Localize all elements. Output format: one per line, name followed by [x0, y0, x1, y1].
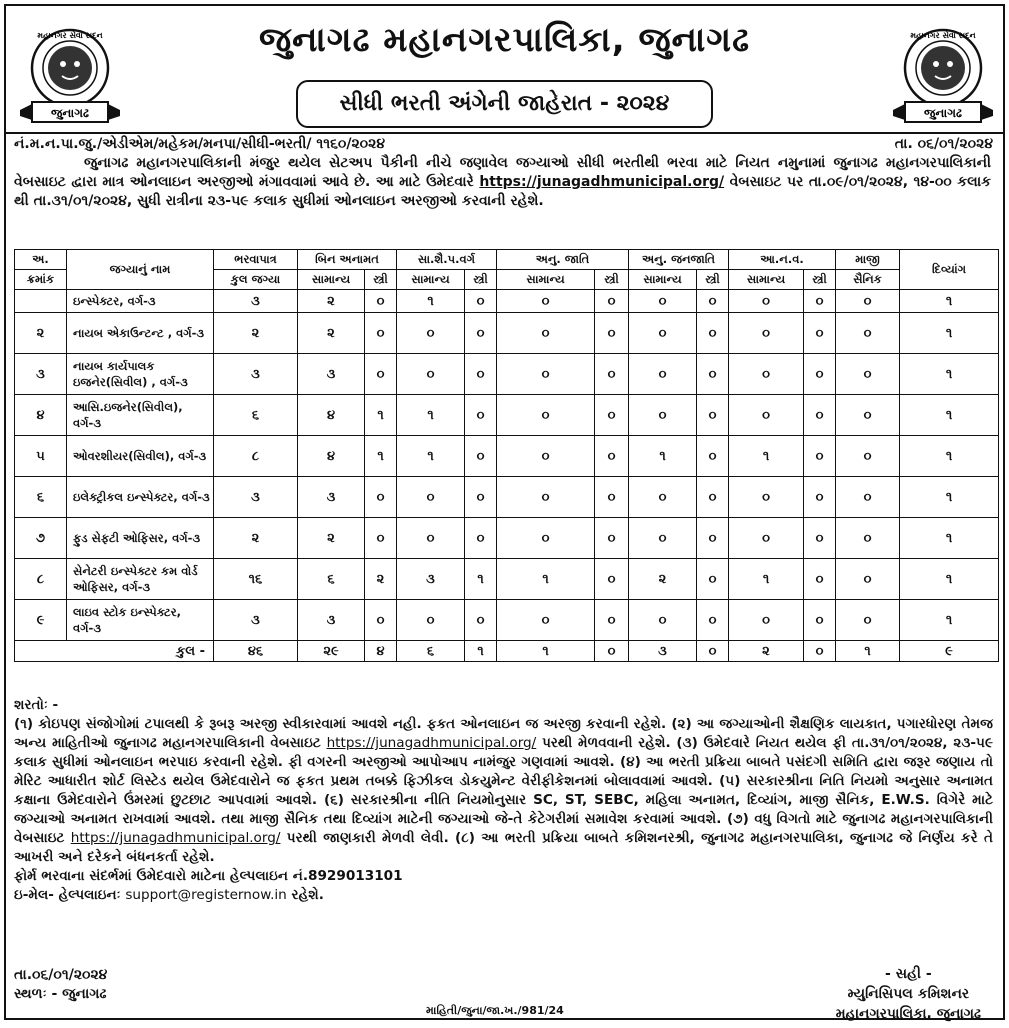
row-value: ૦ — [465, 518, 497, 559]
reference-number: નં.મ.ન.પા.જુ./એડીએમ/મહેકમ/મનપા/સીધી-ભરતી/ ૧૧૬૦/૨૦૨૪ — [14, 136, 386, 152]
row-value: ૦ — [697, 395, 729, 436]
col-sebc: સા.શૈ.પ.વર્ગ — [397, 250, 497, 270]
designation-2: મહાનગરપાલિકા, જુનાગઢ — [835, 1006, 981, 1022]
row-value: ૦ — [365, 600, 397, 641]
row-value: ૦ — [804, 313, 836, 354]
row-value: ૦ — [836, 436, 900, 477]
terms-text-3: પરથી જાણકારી મેળવી લેવી. (૮) આ ભરતી પ્રક્રિયા બાબતે કમિશનરશ્રી, જુનાગઢ મહાનગરપાલિકા, જુનાગઢ જે નિર્ણય કરે તે આખરી અને દરેકને બંધનકર્તા રહેશે. — [14, 830, 994, 865]
row-value: ૧ — [397, 290, 465, 313]
col-disabled: દિવ્યાંગ — [900, 250, 999, 290]
row-value: ૦ — [629, 518, 697, 559]
col-ews: આ.ન.વ. — [729, 250, 836, 270]
row-serial: ૮ — [15, 559, 67, 600]
row-value: ૦ — [804, 518, 836, 559]
row-value: ૦ — [804, 600, 836, 641]
table-row — [15, 395, 999, 436]
row-serial: ૨ — [15, 313, 67, 354]
row-value: ૨ — [214, 313, 298, 354]
col-serial-head: અ. — [15, 250, 67, 270]
row-value: ૩ — [397, 559, 465, 600]
row-value: ૧ — [900, 313, 999, 354]
website-link[interactable]: https://junagadhmunicipal.org/ — [479, 174, 725, 190]
row-value: ૧ — [900, 518, 999, 559]
row-value: ૦ — [497, 290, 595, 313]
col-ex-servicemen-sub: સૈનિક — [836, 270, 900, 290]
row-serial — [15, 290, 67, 313]
table-total-row — [15, 641, 999, 662]
row-value: ૨ — [298, 313, 365, 354]
col-st-general: સામાન્ય — [629, 270, 697, 290]
row-value: ૦ — [397, 518, 465, 559]
email-label: ઇ-મેલ- હેલ્પલાઇનઃ — [14, 887, 121, 903]
footer-date: તા.૦૬/૦૧/૨૦૨૪ — [14, 967, 108, 983]
row-value: ૦ — [629, 354, 697, 395]
row-value: ૦ — [836, 600, 900, 641]
row-value: ૦ — [397, 477, 465, 518]
row-value: ૩ — [298, 600, 365, 641]
row-value: ૦ — [836, 559, 900, 600]
row-value: ૧ — [629, 436, 697, 477]
table-row — [15, 436, 999, 477]
col-sc-women: સ્ત્રી — [595, 270, 629, 290]
row-value: ૦ — [365, 518, 397, 559]
table-row — [15, 313, 999, 354]
row-value: ૦ — [729, 600, 804, 641]
row-value: ૧ — [729, 436, 804, 477]
municipal-logo-left — [18, 24, 122, 128]
vacancy-table — [14, 249, 999, 662]
row-value: ૧ — [365, 395, 397, 436]
row-value: ૦ — [595, 600, 629, 641]
total-value: ૯ — [900, 641, 999, 662]
row-value: ૦ — [697, 600, 729, 641]
row-value: ૦ — [497, 600, 595, 641]
row-value: ૦ — [804, 436, 836, 477]
row-value: ૦ — [595, 477, 629, 518]
row-value: ૦ — [465, 290, 497, 313]
row-value: ૩ — [298, 354, 365, 395]
total-value: ૧ — [836, 641, 900, 662]
terms-section — [14, 696, 993, 905]
row-value: ૦ — [697, 354, 729, 395]
row-value: ૦ — [836, 518, 900, 559]
total-value: ૪૬ — [214, 641, 298, 662]
row-value: ૦ — [697, 290, 729, 313]
row-value: ૩ — [214, 600, 298, 641]
row-value: ૦ — [365, 313, 397, 354]
col-sebc-women: સ્ત્રી — [465, 270, 497, 290]
row-value: ૦ — [497, 395, 595, 436]
row-value: ૦ — [365, 354, 397, 395]
row-value: ૦ — [697, 436, 729, 477]
row-value: ૦ — [497, 477, 595, 518]
row-value: ૦ — [397, 313, 465, 354]
logo-ring-text: મહાનગર સેવા સદન — [37, 31, 103, 40]
row-post-name: સેનેટરી ઇન્સ્પેક્ટર કમ વોર્ડ ઓફિસર, વર્ગ-૩ — [67, 559, 214, 600]
row-value: ૦ — [836, 477, 900, 518]
row-value: ૦ — [365, 477, 397, 518]
row-value: ૦ — [629, 395, 697, 436]
footer-signature — [836, 964, 981, 1024]
col-total-head: ભરવાપાત્ર — [214, 250, 298, 270]
table-row — [15, 354, 999, 395]
email-suffix: રહેશે. — [291, 887, 324, 903]
footer-place: સ્થળઃ - જુનાગઢ — [14, 986, 107, 1002]
col-st-women: સ્ત્રી — [697, 270, 729, 290]
row-serial: ૯ — [15, 600, 67, 641]
row-value: ૨ — [298, 518, 365, 559]
row-value: ૦ — [397, 354, 465, 395]
row-value: ૦ — [465, 354, 497, 395]
reference-date: તા. ૦૬/૦૧/૨૦૨૪ — [894, 136, 993, 152]
row-post-name: ઇન્સ્પેક્ટર, વર્ગ-૩ — [67, 290, 214, 313]
row-value: ૧૬ — [214, 559, 298, 600]
row-value: ૦ — [729, 477, 804, 518]
col-unreserved: બિન અનામત — [298, 250, 397, 270]
row-value: ૦ — [697, 477, 729, 518]
row-value: ૦ — [497, 354, 595, 395]
row-value: ૧ — [900, 395, 999, 436]
total-value: ૧ — [465, 641, 497, 662]
advertisement-page — [4, 4, 1005, 1020]
row-value: ૦ — [836, 395, 900, 436]
row-value: ૦ — [465, 477, 497, 518]
col-ur-general: સામાન્ય — [298, 270, 365, 290]
row-value: ૬ — [298, 559, 365, 600]
designation-1: મ્યુનિસિપલ કમિશનર — [847, 986, 970, 1002]
row-value: ૦ — [595, 559, 629, 600]
intro-paragraph — [14, 154, 991, 211]
table-row — [15, 600, 999, 641]
row-value: ૨ — [629, 559, 697, 600]
row-post-name: નાયબ કાર્યપાલક ઇજનેર(સિવીલ) , વર્ગ-૩ — [67, 354, 214, 395]
row-serial: ૪ — [15, 395, 67, 436]
row-value: ૦ — [804, 354, 836, 395]
row-value: ૦ — [365, 290, 397, 313]
reference-line — [14, 136, 993, 152]
email-address[interactable]: support@registernow.in — [125, 887, 287, 903]
helpline-line: ફોર્મ ભરવાના સંદર્ભમાં ઉમેદવારો માટેના હેલ્પલાઇન નં.8929013101 — [14, 868, 403, 884]
row-value: ૦ — [729, 395, 804, 436]
row-value: ૦ — [804, 559, 836, 600]
footer-info-code: માહિતી/જુના/જા.ખ./981/24 — [426, 1004, 564, 1017]
col-ews-general: સામાન્ય — [729, 270, 804, 290]
row-value: ૦ — [465, 600, 497, 641]
row-value: ૦ — [804, 395, 836, 436]
row-value: ૧ — [497, 559, 595, 600]
logo-banner-text: જુનાગઢ — [924, 106, 962, 120]
row-serial: ૭ — [15, 518, 67, 559]
col-ex-servicemen-head: માજી — [836, 250, 900, 270]
row-value: ૦ — [595, 313, 629, 354]
col-sc-general: સામાન્ય — [497, 270, 595, 290]
total-value: ૩ — [629, 641, 697, 662]
table-row — [15, 290, 999, 313]
page-title: જુનાગઢ મહાનગરપાલિકા, જુનાગઢ — [258, 20, 751, 60]
row-value: ૦ — [629, 290, 697, 313]
row-value: ૪ — [298, 436, 365, 477]
table-row — [15, 477, 999, 518]
terms-website-link-2[interactable]: https://junagadhmunicipal.org/ — [70, 830, 281, 846]
total-label: કુલ - — [15, 641, 214, 662]
row-post-name: ઓવરશીયર(સિવીલ), વર્ગ-૩ — [67, 436, 214, 477]
row-value: ૧ — [900, 436, 999, 477]
row-value: ૧ — [465, 559, 497, 600]
row-serial: ૫ — [15, 436, 67, 477]
row-serial: ૩ — [15, 354, 67, 395]
row-value: ૦ — [836, 354, 900, 395]
logo-banner-text: જુનાગઢ — [51, 106, 89, 120]
row-value: ૧ — [900, 477, 999, 518]
col-sebc-general: સામાન્ય — [397, 270, 465, 290]
row-value: ૧ — [900, 354, 999, 395]
row-value: ૧ — [397, 395, 465, 436]
row-value: ૦ — [595, 354, 629, 395]
page-subtitle: સીધી ભરતી અંગેની જાહેરાત - ૨૦૨૪ — [296, 80, 713, 128]
row-value: ૩ — [298, 477, 365, 518]
row-value: ૦ — [836, 290, 900, 313]
row-value: ૩ — [214, 477, 298, 518]
total-value: ૨૯ — [298, 641, 365, 662]
row-value: ૦ — [595, 395, 629, 436]
row-post-name: ફુડ સેફટી ઓફિસર, વર્ગ-૩ — [67, 518, 214, 559]
row-value: ૦ — [629, 313, 697, 354]
total-value: ૪ — [365, 641, 397, 662]
col-post-name: જગ્યાનું નામ — [67, 250, 214, 290]
row-value: ૦ — [729, 354, 804, 395]
col-total-sub: કુલ જગ્યા — [214, 270, 298, 290]
row-post-name: ઇલેક્ટ્રીકલ ઇન્સ્પેક્ટર, વર્ગ-૩ — [67, 477, 214, 518]
row-value: ૦ — [497, 313, 595, 354]
row-post-name: નાયબ એકાઉન્ટન્ટ , વર્ગ-૩ — [67, 313, 214, 354]
logo-ring-text: મહાનગર સેવા સદન — [910, 31, 976, 40]
row-post-name: લાઇવ સ્ટોક ઇન્સ્પેક્ટર, વર્ગ-૩ — [67, 600, 214, 641]
row-value: ૦ — [595, 518, 629, 559]
row-value: ૧ — [900, 600, 999, 641]
row-value: ૦ — [804, 477, 836, 518]
header — [6, 6, 1003, 134]
row-post-name: આસિ.ઇજનેર(સિવીલ), વર્ગ-૩ — [67, 395, 214, 436]
row-value: ૦ — [729, 518, 804, 559]
row-value: ૦ — [629, 477, 697, 518]
row-value: ૩ — [214, 354, 298, 395]
row-value: ૦ — [465, 436, 497, 477]
terms-website-link-1[interactable]: https://junagadhmunicipal.org/ — [326, 735, 537, 751]
row-value: ૦ — [729, 290, 804, 313]
row-value: ૦ — [697, 559, 729, 600]
footer-left — [14, 966, 107, 1004]
row-value: ૦ — [397, 600, 465, 641]
row-value: ૦ — [595, 290, 629, 313]
row-value: ૦ — [497, 436, 595, 477]
row-value: ૦ — [465, 313, 497, 354]
col-ews-women: સ્ત્રી — [804, 270, 836, 290]
row-value: ૦ — [804, 290, 836, 313]
total-value: ૬ — [397, 641, 465, 662]
row-value: ૮ — [214, 436, 298, 477]
table-header-row-1 — [15, 250, 999, 270]
table-row — [15, 559, 999, 600]
row-value: ૦ — [465, 395, 497, 436]
row-value: ૨ — [365, 559, 397, 600]
intro-text-2: વેબસાઇટ પર તા.૦૯/૦૧/૨૦૨૪, ૧૪-૦૦ કલાક થી તા.૩૧/૦૧/૨૦૨૪, સુધી રાત્રીના ૨૩-૫૯ કલાક સુધીમાં ઓનલાઇન અરજીઓ કરવાની રહેશે. — [14, 174, 992, 209]
row-value: ૧ — [900, 290, 999, 313]
total-value: ૨ — [729, 641, 804, 662]
total-value: ૦ — [697, 641, 729, 662]
row-value: ૦ — [629, 600, 697, 641]
terms-heading: શરતોઃ - — [14, 697, 59, 713]
row-value: ૦ — [697, 313, 729, 354]
row-value: ૦ — [595, 436, 629, 477]
row-value: ૦ — [729, 313, 804, 354]
municipal-logo-right — [891, 24, 995, 128]
row-value: ૨ — [214, 518, 298, 559]
col-st: અનુ. જનજાતિ — [629, 250, 729, 270]
row-value: ૪ — [298, 395, 365, 436]
signature-label: - સહી - — [885, 966, 932, 982]
row-serial: ૬ — [15, 477, 67, 518]
row-value: ૧ — [729, 559, 804, 600]
row-value: ૧ — [397, 436, 465, 477]
col-serial-sub: ક્રમાંક — [15, 270, 67, 290]
row-value: ૦ — [836, 313, 900, 354]
row-value: ૧ — [900, 559, 999, 600]
total-value: ૧ — [497, 641, 595, 662]
row-value: ૧ — [365, 436, 397, 477]
col-ur-women: સ્ત્રી — [365, 270, 397, 290]
total-value: ૦ — [804, 641, 836, 662]
intro-text-1: જુનાગઢ મહાનગરપાલિકાની મંજુર થયેલ સેટઅપ પૈકીની નીચે જણાવેલ જગ્યાઓ સીધી ભરતીથી ભરવા માટે નિયત નમુનામાં જુનાગઢ મહાનગરપાલિકાની વેબસાઇટ દ્વારા માત્ર ઓનલાઇન અરજીઓ મંગાવવામાં આવે છે. આ માટે ઉમેદવારે — [14, 155, 991, 190]
table-row — [15, 518, 999, 559]
row-value: ૦ — [697, 518, 729, 559]
row-value: ૬ — [214, 395, 298, 436]
row-value: ૦ — [497, 518, 595, 559]
row-value: ૨ — [298, 290, 365, 313]
col-sc: અનુ. જાતિ — [497, 250, 629, 270]
row-value: ૩ — [214, 290, 298, 313]
terms-text-1: (૧) કોઇપણ સંજોગોમાં ટપાલથી કે રૂબરૂ અરજી સ્વીકારવામાં આવશે નહી. ફકત ઓનલાઇન જ અરજી કરવાની રહેશે. (૨) આ જગ્યાઓની શૈક્ષણિક લાયકાત, પગારધોરણ તેમજ અન્ય માહિતીઓ જુનાગઢ મહાનગરપાલિકાની વેબસાઇટ — [14, 716, 993, 751]
terms-text-2: પરથી મેળવવાની રહેશે. (૩) ઉમેદવારે નિયત થયેલ ફી તા.૩૧/૦૧/૨૦૨૪, ૨૩-૫૯ કલાક સુધીમાં ઓનલાઇન ભરપાઇ કરવાની રહેશે. ફી વગરની અરજીઓ આપોઆપ નામંજુર ગણવામાં આવશે. (૪) આ ભરતી પ્રક્રિયા બાબતે પસંદગી સમિતિ દ્વારા જરૂર જણાય તો મેરિટ આધારીત શોર્ટ લિસ્ટેડ થયેલ ઉમેદવારોને જ ફકત પ્રથમ તબક્કે ફિઝીકલ ડોકયુમેન્ટ વેરીફીકેશનમાં બોલાવવામાં આવશે. (૫) સરકારશ્રીના નિતિ નિયમો અનુસાર અનામત કક્ષાના ઉમેદવારોને ઉંમરમાં છુટછાટ આપવામાં આવશે. (૬) સરકારશ્રીના નીતિ નિયમોનુસાર SC, ST, SEBC, મહિલા અનામત, દિવ્યાંગ, માજી સૈનિક, E.W.S. વિગેરે માટે જગ્યાઓ અનામત રાખવામાં આવશે. તથા માજી સૈનિક તથા દિવ્યાંગ માટેની જગ્યાઓ જે-તે કેટેગરીમાં સમાવેશ કરવામાં આવશે. (૭) વધુ વિગતો માટે જુનાગઢ મહાનગરપાલિકાની વેબસાઇટ — [14, 735, 994, 846]
total-value: ૦ — [595, 641, 629, 662]
